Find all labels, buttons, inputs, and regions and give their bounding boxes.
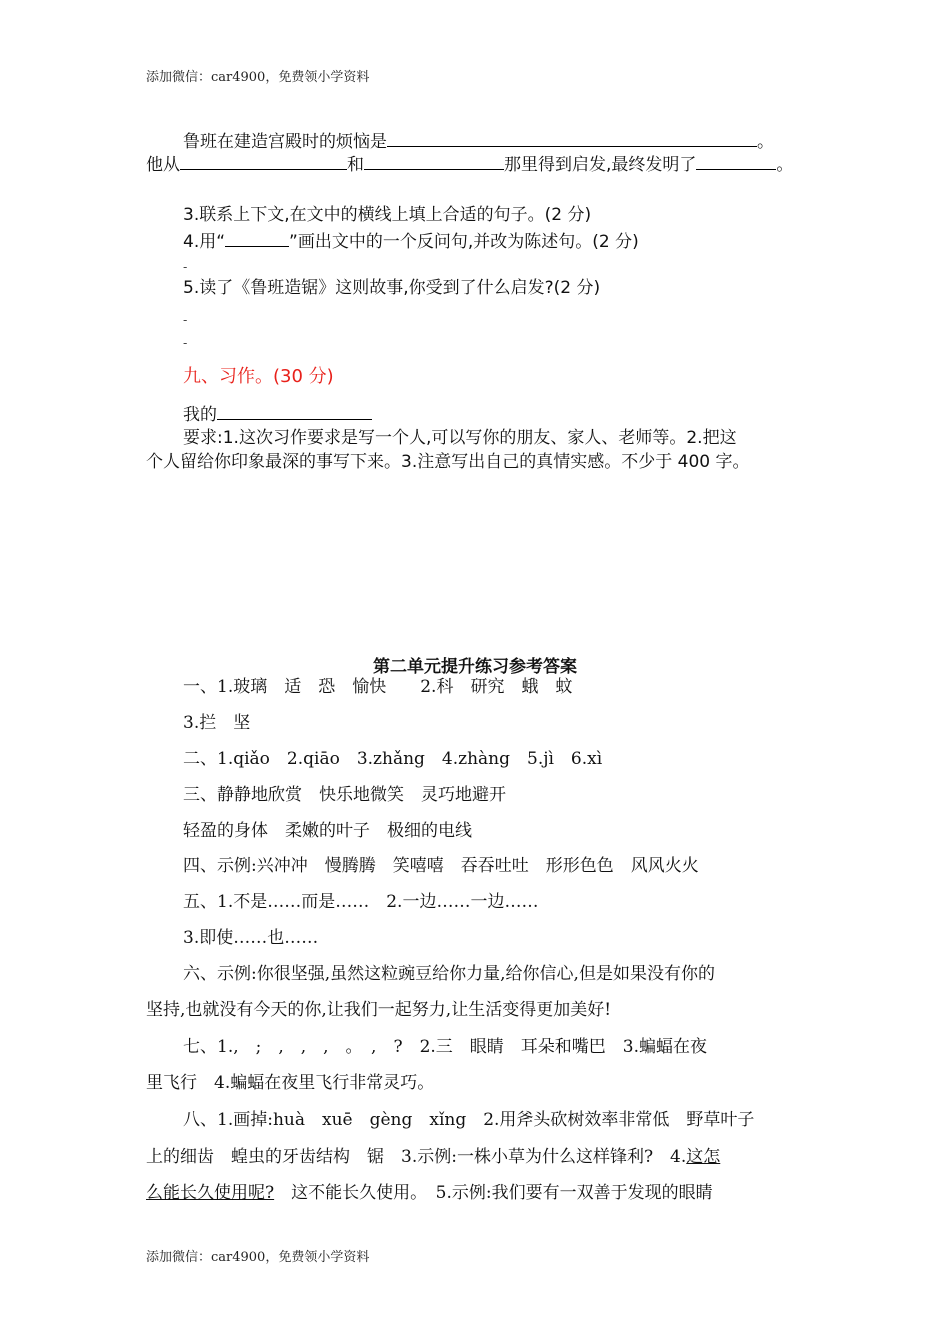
answer-1b: 3.拦 坚 [183,713,251,733]
answer-8: 八、1.画掉:huà xuē gèng xǐng 2.用斧头砍树效率非常低 野草叶子 [183,1110,755,1130]
answer-8c-underlined: 么能长久使用呢? [146,1183,275,1203]
answer-8b-text: 上的细齿 蝗虫的牙齿结构 锯 3.示例:一株小草为什么这样锋利? 4. [146,1147,687,1167]
answer-7b: 里飞行 4.蝙蝠在夜里飞行非常灵巧。 [146,1073,435,1093]
answer-7: 七、1., ; , , , 。 , ? 2.三 眼睛 耳朵和嘴巴 3.蝙蝠在夜 [183,1037,708,1057]
question-2-text-d: 。 [776,155,794,175]
answer-6b: 坚持,也就没有今天的你,让我们一起努力,让生活变得更加美好! [146,1000,612,1020]
answer-blank[interactable] [696,151,776,170]
essay-requirement-line-1: 要求:1.这次习作要求是写一个人,可以写你的朋友、家人、老师等。2.把这 [183,428,737,448]
answer-1: 一、1.玻璃 适 恐 愉快 2.科 研究 蛾 蚊 [183,677,573,697]
answer-6: 六、示例:你很坚强,虽然这粒豌豆给你力量,给你信心,但是如果没有你的 [183,964,715,984]
essay-title [183,401,372,427]
answer-4: 四、示例:兴冲冲 慢腾腾 笑嘻嘻 吞吞吐吐 形形色色 风风火火 [183,856,699,876]
answer-blank[interactable] [180,151,347,170]
answer-blank[interactable] [225,228,289,247]
footer-note: 添加微信：car4900，免费领小学资料 [146,1250,370,1265]
answer-3b: 轻盈的身体 柔嫩的叶子 极细的电线 [183,821,472,841]
question-line-2 [146,151,793,177]
essay-requirement-line-2: 个人留给你印象最深的事写下来。3.注意写出自己的真情实感。不少于 400 字。 [146,452,750,472]
answer-8b-underlined: 这怎 [686,1147,721,1167]
answer-blank[interactable] [364,151,504,170]
answer-line-marker: - [183,260,188,274]
answer-5b: 3.即使……也…… [183,928,319,948]
answer-5: 五、1.不是……而是…… 2.一边……一边…… [183,892,539,912]
header-note: 添加微信：car4900，免费领小学资料 [146,70,370,85]
answer-blank[interactable] [387,128,757,147]
answer-8b [146,1145,720,1169]
question-5: 5.读了《鲁班造锯》这则故事,你受到了什么启发?(2 分) [183,278,601,298]
question-2-text-b: 和 [347,155,364,175]
answer-line-marker: - [183,313,188,327]
answer-2: 二、1.qiǎo 2.qiāo 3.zhǎng 4.zhàng 5.jì 6.xì [183,749,603,769]
question-4 [183,228,639,254]
answer-3: 三、静静地欣赏 快乐地微笑 灵巧地避开 [183,785,506,805]
question-4-text-a: 4.用“ [183,232,226,252]
question-1-prefix: 鲁班在建造宫殿时的烦恼是 [183,132,387,152]
answer-8c [146,1181,713,1205]
question-4-text-b: ”画出文中的一个反问句,并改为陈述句。(2 分) [289,232,639,252]
question-1-suffix: 。 [757,132,774,152]
section-heading: 九、习作。(30 分) [183,366,334,387]
question-2-text-a: 他从 [146,155,180,175]
question-3: 3.联系上下文,在文中的横线上填上合适的句子。(2 分) [183,205,592,225]
essay-title-prefix: 我的 [183,405,217,425]
essay-title-blank[interactable] [217,401,372,420]
answer-line-marker: - [183,336,188,350]
answers-title: 第二单元提升练习参考答案 [373,657,577,677]
question-2-text-c: 那里得到启发,最终发明了 [504,155,697,175]
answer-8c-text: 这不能长久使用。 5.示例:我们要有一双善于发现的眼睛 [274,1183,713,1203]
